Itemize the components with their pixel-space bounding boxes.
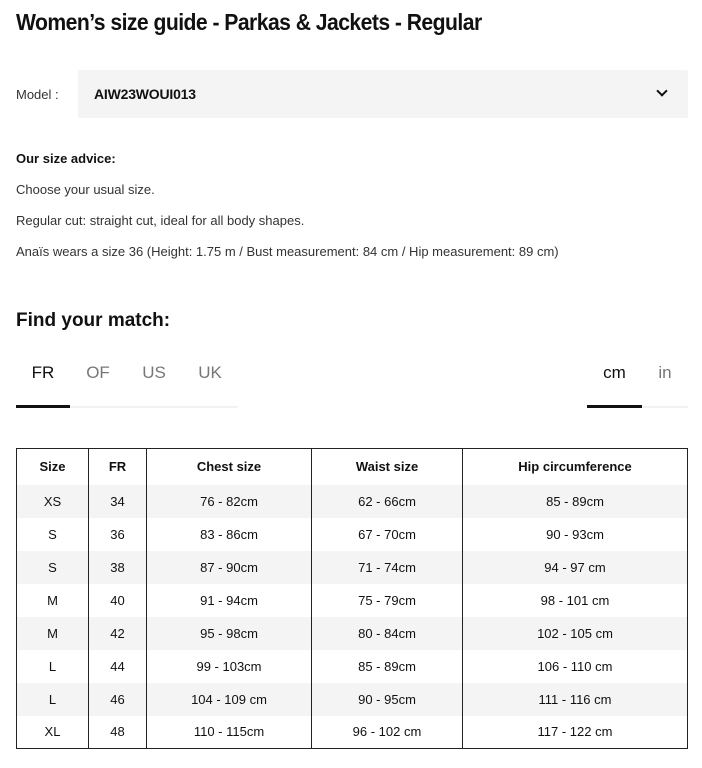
column-header: Waist size	[312, 449, 463, 485]
table-cell: 75 - 79cm	[312, 584, 463, 617]
model-select[interactable]	[78, 70, 688, 118]
tab-in[interactable]: in	[658, 363, 672, 382]
table-row	[17, 650, 688, 683]
advice-line: Choose your usual size.	[16, 182, 155, 197]
table-cell: L	[17, 683, 89, 716]
table-cell: S	[17, 518, 89, 551]
find-match-heading: Find your match:	[16, 310, 171, 331]
table-cell: 111 - 116 cm	[463, 683, 688, 716]
table-cell: 48	[89, 716, 147, 749]
table-cell: 87 - 90cm	[147, 551, 312, 584]
table-cell: S	[17, 551, 89, 584]
table-cell: 90 - 93cm	[463, 518, 688, 551]
chevron-down-icon	[656, 85, 667, 96]
advice-line: Anaïs wears a size 36 (Height: 1.75 m / Bust measurement: 84 cm / Hip measurement: 89 cm)	[16, 244, 559, 259]
table-cell: 85 - 89cm	[463, 485, 688, 518]
table-cell: 34	[89, 485, 147, 518]
table-cell: 104 - 109 cm	[147, 683, 312, 716]
tab-cm[interactable]: cm	[587, 360, 642, 408]
table-cell: 106 - 110 cm	[463, 650, 688, 683]
tab-uk[interactable]: UK	[198, 363, 222, 382]
table-row	[17, 485, 688, 518]
advice-heading: Our size advice:	[16, 151, 116, 166]
table-cell: 95 - 98cm	[147, 617, 312, 650]
table-cell: 71 - 74cm	[312, 551, 463, 584]
tab-us[interactable]: US	[142, 363, 166, 382]
table-cell: 117 - 122 cm	[463, 716, 688, 749]
table-cell: XS	[17, 485, 89, 518]
column-header: Size	[17, 449, 89, 485]
table-cell: 99 - 103cm	[147, 650, 312, 683]
table-cell: 91 - 94cm	[147, 584, 312, 617]
column-header: Hip circumference	[463, 449, 688, 485]
table-cell: 98 - 101 cm	[463, 584, 688, 617]
tab-fr[interactable]: FR	[16, 360, 70, 408]
page-title: Women’s size guide - Parkas & Jackets - Regular	[16, 9, 482, 35]
table-cell: 85 - 89cm	[312, 650, 463, 683]
table-cell: 96 - 102 cm	[312, 716, 463, 749]
column-header: Chest size	[147, 449, 312, 485]
column-header: FR	[89, 449, 147, 485]
table-cell: 67 - 70cm	[312, 518, 463, 551]
table-cell: 46	[89, 683, 147, 716]
table-cell: 80 - 84cm	[312, 617, 463, 650]
table-cell: 90 - 95cm	[312, 683, 463, 716]
table-row	[17, 551, 688, 584]
model-label: Model :	[16, 87, 59, 102]
table-row	[17, 617, 688, 650]
size-system-tabs	[16, 360, 238, 408]
table-row	[17, 584, 688, 617]
table-cell: 76 - 82cm	[147, 485, 312, 518]
table-body	[17, 485, 688, 749]
table-cell: 44	[89, 650, 147, 683]
table-cell: 94 - 97 cm	[463, 551, 688, 584]
table-cell: 102 - 105 cm	[463, 617, 688, 650]
table-cell: M	[17, 617, 89, 650]
table-cell: M	[17, 584, 89, 617]
table-cell: 83 - 86cm	[147, 518, 312, 551]
table-row	[17, 683, 688, 716]
table-cell: 62 - 66cm	[312, 485, 463, 518]
table-row	[17, 518, 688, 551]
tab-of[interactable]: OF	[86, 363, 110, 382]
advice-line: Regular cut: straight cut, ideal for all body shapes.	[16, 213, 305, 228]
table-cell: 110 - 115cm	[147, 716, 312, 749]
table-row	[17, 716, 688, 749]
table-cell: L	[17, 650, 89, 683]
table-cell: 38	[89, 551, 147, 584]
table-cell: 40	[89, 584, 147, 617]
table-cell: 36	[89, 518, 147, 551]
model-select-value: AIW23WOUI013	[94, 86, 196, 102]
table-cell: XL	[17, 716, 89, 749]
size-table	[16, 448, 688, 749]
table-cell: 42	[89, 617, 147, 650]
table-header-row	[17, 449, 688, 485]
unit-tabs	[587, 360, 688, 408]
